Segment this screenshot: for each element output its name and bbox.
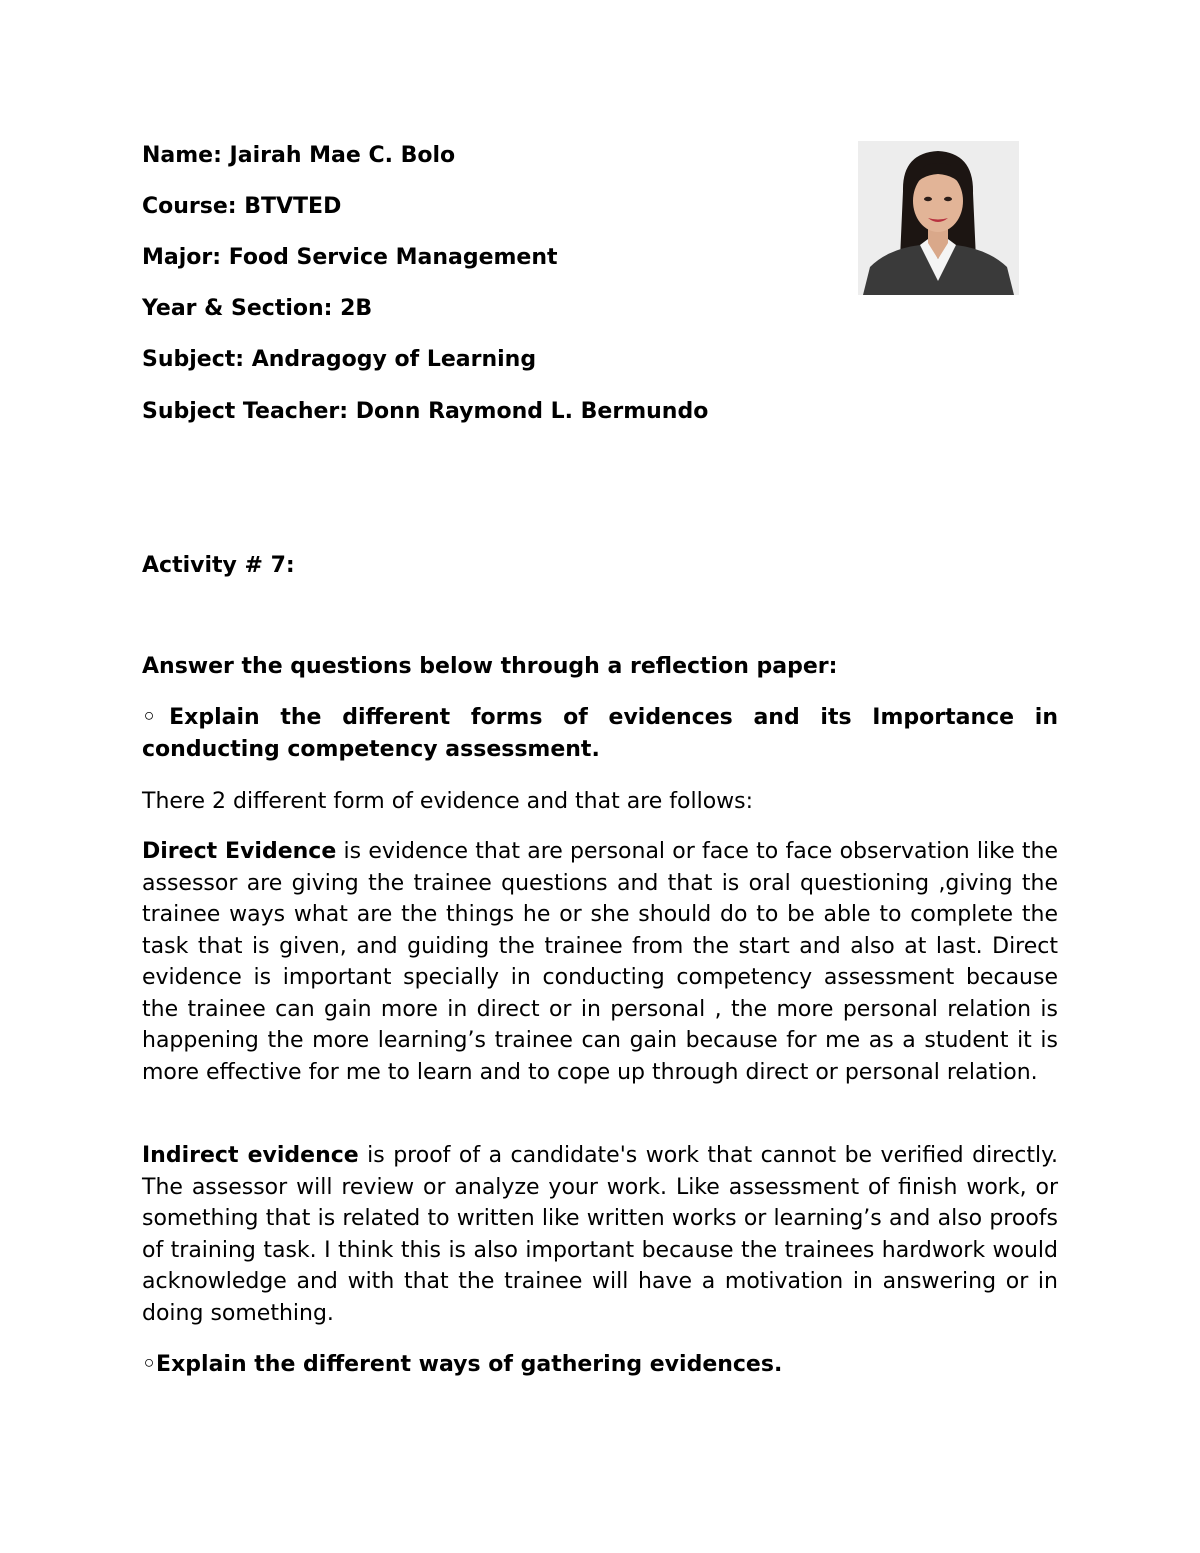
indirect-evidence-paragraph: [142, 1140, 1058, 1329]
question-1: ◦Explain the different forms of evidences and its Importance in conducting competency assessment.: [142, 705, 1058, 762]
subject: Subject: Andragogy of Learning: [142, 347, 537, 372]
question-2: ◦Explain the different ways of gathering evidences.: [142, 1352, 783, 1377]
direct-evidence-paragraph: [142, 836, 1058, 1088]
indirect-evidence-term: Indirect evidence: [142, 1143, 359, 1168]
indirect-evidence-text: is proof of a candidate's work that cannot be verified directly. The assessor will review or analyze your work. Like assessment of finish work, or something that is related to written like written works or learning’s and also proofs of training task. I think this is also important because the trainees hardwork would acknowledge and with that the trainee will have a motivation in answering or in doing something.: [142, 1143, 1058, 1326]
direct-evidence-text: is evidence that are personal or face to face observation like the assessor are giving the trainee questions and that is oral questioning ,giving the trainee ways what are the things he or she should do to be able to complete the task that is given, and guiding the trainee from the start and also at last. Direct evidence is important specially in conducting competency assessment because the trainee can gain more in direct or in personal , the more personal relation is happening the more learning’s trainee can gain because for me as a student it is more effective for me to learn and to cope up through direct or personal relation.: [142, 839, 1058, 1085]
direct-evidence-term: Direct Evidence: [142, 839, 337, 864]
intro-paragraph: There 2 different form of evidence and that are follows:: [142, 789, 754, 814]
activity-title: Activity # 7:: [142, 553, 295, 578]
subject-teacher: Subject Teacher: Donn Raymond L. Bermundo: [142, 399, 709, 424]
course: Course: BTVTED: [142, 194, 342, 219]
student-photo: [858, 141, 1019, 295]
major: Major: Food Service Management: [142, 245, 558, 270]
year-section: Year & Section: 2B: [142, 296, 373, 321]
student-name: Name: Jairah Mae C. Bolo: [142, 143, 456, 168]
instruction: Answer the questions below through a reflection paper:: [142, 654, 838, 679]
